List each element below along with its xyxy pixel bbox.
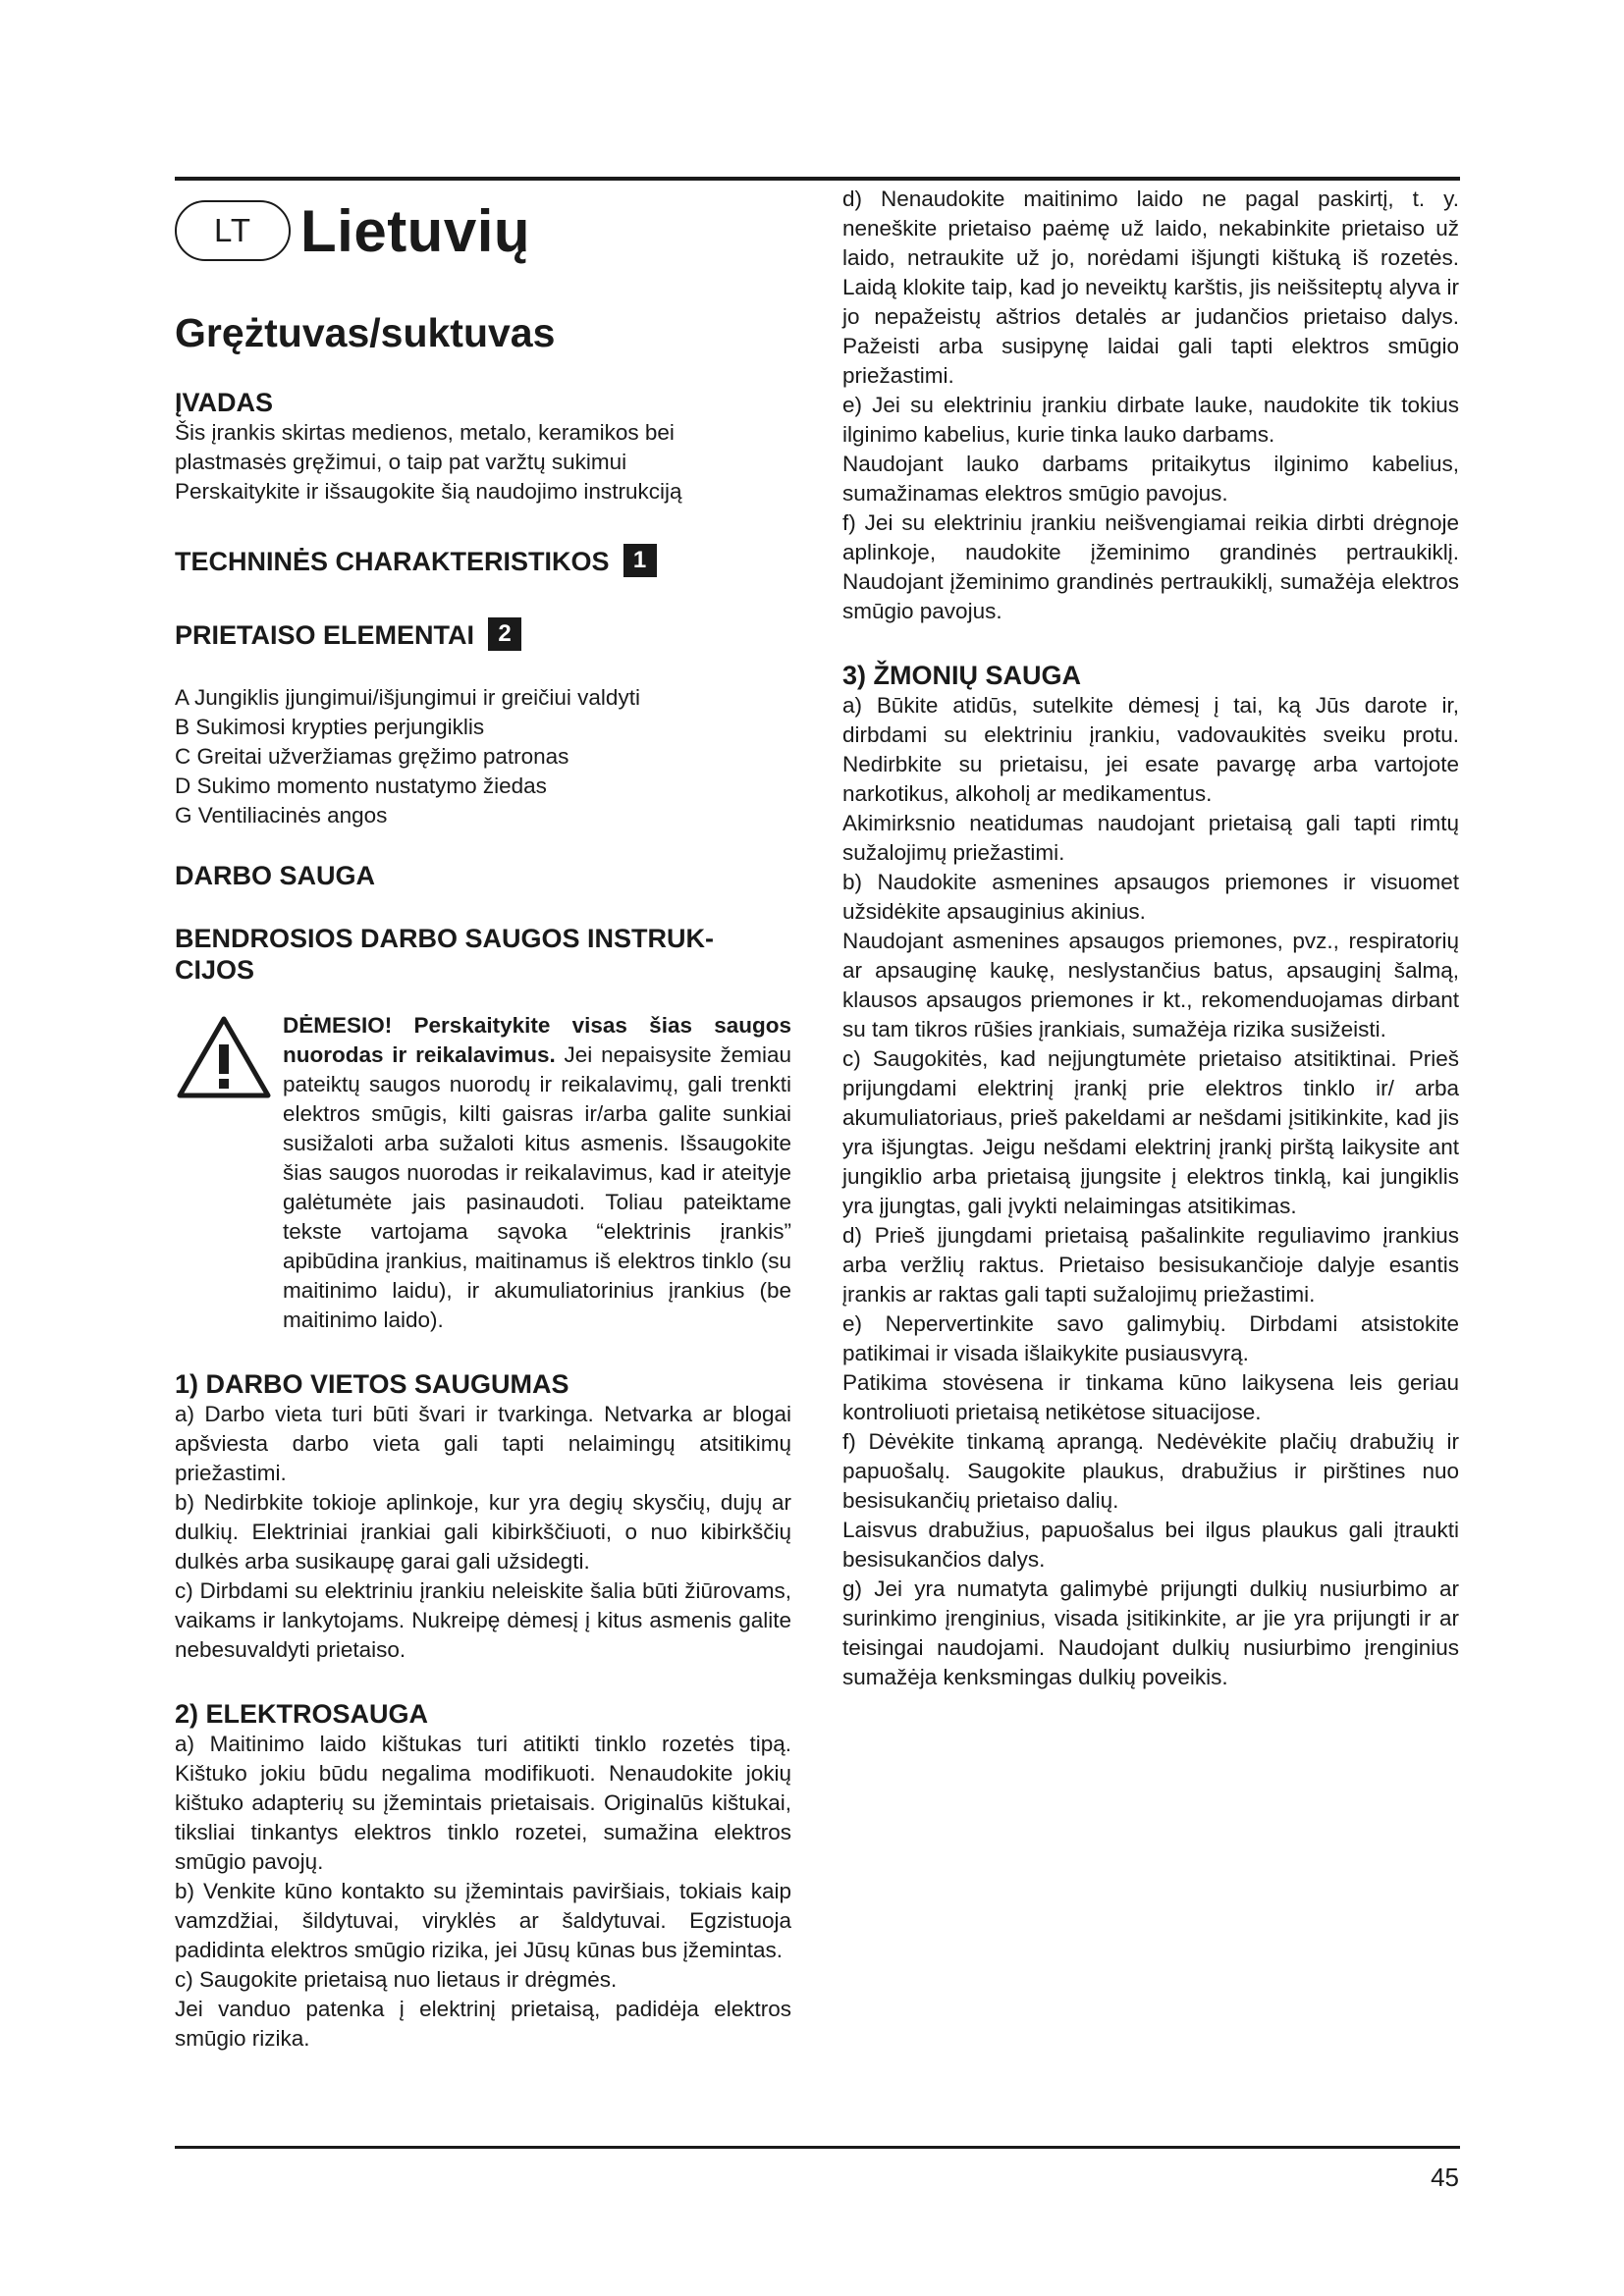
section-paragraph: a) Būkite atidūs, sutelkite dėmesį į tai, ką Jūs darote ir, dirbdami su elektriniu įrankiu, vadovaukitės sveiku protu. Nedirbkite su prietaisu, jei esate pavargę arba vartojote narkotikus, alkoholį ar medikamentus. (842, 693, 1459, 806)
section-paragraph: b) Nedirbkite tokioje aplinkoje, kur yra degių skysčių, dujų ar dulkių. Elektriniai įrankiai gali kibirkščiuoti, o nuo kibirkščių dulkės arba susikaupę garai gali užsidegti. (175, 1489, 791, 1574)
right-column (842, 185, 1459, 1692)
elements-heading-text: PRIETAISO ELEMENTAI (175, 619, 475, 650)
top-rule (175, 177, 1460, 181)
section-paragraph: d) Nenaudokite maitinimo laido ne pagal paskirtį, t. y. neneškite prietaiso paėmę už laido, nekabinkite prietaiso už laido, netraukite už jo, norėdami išjungti kištuką iš rozetės. Laidą klokite taip, kad jo neveiktų karštis, jis neišsiteptų alyva ir jo nepažeistų aštrios detalės ar judančios prietaiso dalys. Pažeisti arba susipynę laidai gali tapti elektros smūgio priežastimi. (842, 187, 1459, 388)
language-title: Lietuvių (300, 197, 531, 264)
intro-line: plastmasės gręžimui, o taip pat varžtų sukimui (175, 450, 627, 474)
section-paragraph: c) Saugokitės, kad neįjungtumėte prietaiso atsitiktinai. Prieš prijungdami elektrinį įrankį prie elektros tinklo ir/ arba akumuliatoriaus, prieš pakeldami ar nešdami įsitikinkite, kad jis yra išjungtas. Jeigu nešdami elektrinį įrankį pirštą laikysite ant jungiklio arba prietaisą įjungsite į elektros tinklą, kai jungiklis yra įjungtas, gali įvykti nelaimingas atsitikimas. (842, 1046, 1459, 1218)
warning-bold: DĖMESIO! Perskaitykite visas šias saugos nuorodas ir reikalavimus. (283, 1012, 791, 1067)
section-work-area (175, 1368, 791, 1665)
section-heading: 2) ELEKTROSAUGA (175, 1698, 429, 1729)
elements-list (175, 683, 791, 830)
figure-ref-badge: 1 (623, 544, 657, 577)
section-paragraph: d) Prieš įjungdami prietaisą pašalinkite reguliavimo įrankius arba veržlių raktus. Prietaiso besisukančioje dalyje esantis įrankis ar raktas gali tapti sužalojimų priežastimi. (842, 1223, 1459, 1307)
warning-body: Jei nepaisysite žemiau pateiktų saugos nuorodų ir reikalavimų, gali trenkti elektros smūgis, kilti gaisras ir/arba galite sunkiai susižaloti arba sužaloti kitus asmenis. Išsaugokite šias saugos nuorodas ir reikalavimus, kad ir ateityje galėtumėte jais pasinaudoti. Toliau pateiktame tekste vartojama sąvoka “elektrinis įrankis” apibūdina įrankius, maitinamus iš elektros tinklo (su maitinimo laidu), ir akumuliatorinius įrankius (be maitinimo laido). (283, 1041, 791, 1332)
figure-ref-badge: 2 (488, 617, 521, 651)
section-personal-safety (842, 660, 1459, 1692)
section-paragraph: Naudojant lauko darbams pritaikytus ilginimo kabelius, sumažinamas elektros smūgio pavojus. (842, 452, 1459, 506)
section-paragraph: f) Jei su elektriniu įrankiu neišvengiamai reikia dirbti drėgnoje aplinkoje, naudokite įžeminimo grandinės pertraukiklį. Naudojant įžeminimo grandinės pertraukiklį, sumažėja elektros smūgio pavojus. (842, 510, 1459, 623)
safety-heading: DARBO SAUGA (175, 860, 376, 890)
bottom-rule (175, 2146, 1460, 2149)
section-paragraph: Akimirksnio neatidumas naudojant prietaisą gali tapti rimtų sužalojimų priežastimi. (842, 811, 1459, 865)
section-paragraph: e) Nepervertinkite savo galimybių. Dirbdami atsistokite patikimai ir visada išlaikykite pusiausvyrą. (842, 1311, 1459, 1365)
page-title: Grężtuvas/suktuvas (175, 310, 556, 355)
left-column (175, 185, 791, 2054)
section-paragraph: f) Dėvėkite tinkamą aprangą. Nedėvėkite plačių drabužių ir papuošalų. Saugokite plaukus, drabužius ir pirštines nuo besisukančių prietaiso dalių. (842, 1429, 1459, 1513)
page-number: 45 (1431, 2163, 1459, 2192)
language-code-badge: LT (175, 200, 291, 261)
section-heading: 3) ŽMONIŲ SAUGA (842, 661, 1081, 690)
section-paragraph: b) Venkite kūno kontakto su įžemintais paviršiais, tokiais kaip vamzdžiai, šildytuvai, viryklės ar šaldytuvai. Egzistuoja padidinta elektros smūgio rizika, jei Jūsų kūnas bus įžemintas. (175, 1878, 791, 1962)
intro-line: Perskaitykite ir išsaugokite šią naudojimo instrukciją (175, 479, 682, 504)
list-item: B Sukimosi krypties perjungiklis (175, 714, 485, 739)
list-item: A Jungiklis įjungimui/išjungimui ir greičiui valdyti (175, 684, 640, 710)
section-paragraph: Naudojant asmenines apsaugos priemones, pvz., respiratorių ar apsauginę kaukę, neslystančius batus, apsauginį šalmą, klausos apsaugos priemones ir kt., rekomenduojamas dirbant su tam tikros rūšies įrankiais, sumažėja rizika susižeisti. (842, 929, 1459, 1041)
tech-heading (175, 546, 791, 580)
section-paragraph: Laisvus drabužius, papuošalus bei ilgus plaukus gali įtraukti besisukančios dalys. (842, 1518, 1459, 1572)
section-paragraph: g) Jei yra numatyta galimybė prijungti dulkių nusiurbimo ar surinkimo įrenginius, visada įsitikinkite, ar jie yra prijungti ir ar teisingai naudojami. Naudojant dulkių nusiurbimo įrenginius sumažėja kenksmingas dulkių poveikis. (842, 1576, 1459, 1689)
section-paragraph: a) Darbo vieta turi būti švari ir tvarkinga. Netvarka ar blogai apšviesta darbo vieta gali tapti nelaimingų atsitikimų priežastimi. (175, 1401, 791, 1485)
section-heading: 1) DARBO VIETOS SAUGUMAS (175, 1368, 569, 1399)
list-item: D Sukimo momento nustatymo žiedas (175, 773, 547, 798)
section-paragraph: Patikima stovėsena ir tinkama kūno laikysena leis geriau kontroliuoti prietaisą netikėtose situacijose. (842, 1370, 1459, 1424)
section-paragraph: a) Maitinimo laido kištukas turi atitikti tinklo rozetės tipą. Kištuko jokiu būdu negalima modifikuoti. Nenaudokite jokių kištuko adapterių su įžemintais prietaisais. Originalūs kištukai, tiksliai tinkantys elektros tinklo rozetei, sumažina elektros smūgio pavojų. (175, 1731, 791, 1874)
section-paragraph: c) Saugokite prietaisą nuo lietaus ir drėgmės. (175, 1966, 618, 1992)
intro-heading: ĮVADAS (175, 388, 274, 417)
elements-heading (175, 619, 791, 654)
intro-line: Šis įrankis skirtas medienos, metalo, keramikos bei (175, 420, 675, 445)
section-paragraph: c) Dirbdami su elektriniu įrankiu neleiskite šalia būti žiūrovams, vaikams ir lankytojams. Nukreipę dėmesį į kitus asmenis galite nebesuvaldyti prietaiso. (175, 1577, 791, 1662)
list-item: C Greitai užveržiamas gręžimo patronas (175, 743, 569, 769)
general-safety-heading: BENDROSIOS DARBO SAUGOS INSTRUK- CIJOS (175, 923, 715, 985)
section-paragraph: Jei vanduo patenka į elektrinį prietaisą, padidėja elektros smūgio rizika. (175, 1996, 791, 2051)
intro-section (175, 387, 791, 507)
tech-heading-text: TECHNINĖS CHARAKTERISTIKOS (175, 547, 610, 576)
section-paragraph: e) Jei su elektriniu įrankiu dirbate lauke, naudokite tik tokius ilginimo kabelius, kurie tinka lauko darbams. (842, 393, 1459, 447)
section-paragraph: b) Naudokite asmenines apsaugos priemones ir visuomet užsidėkite apsauginius akinius. (842, 870, 1459, 924)
section-electrical (175, 1698, 791, 2054)
warning-block (175, 1011, 791, 1335)
warning-triangle-icon (175, 1013, 273, 1099)
language-header (175, 190, 791, 271)
list-item: G Ventiliacinės angos (175, 802, 388, 828)
